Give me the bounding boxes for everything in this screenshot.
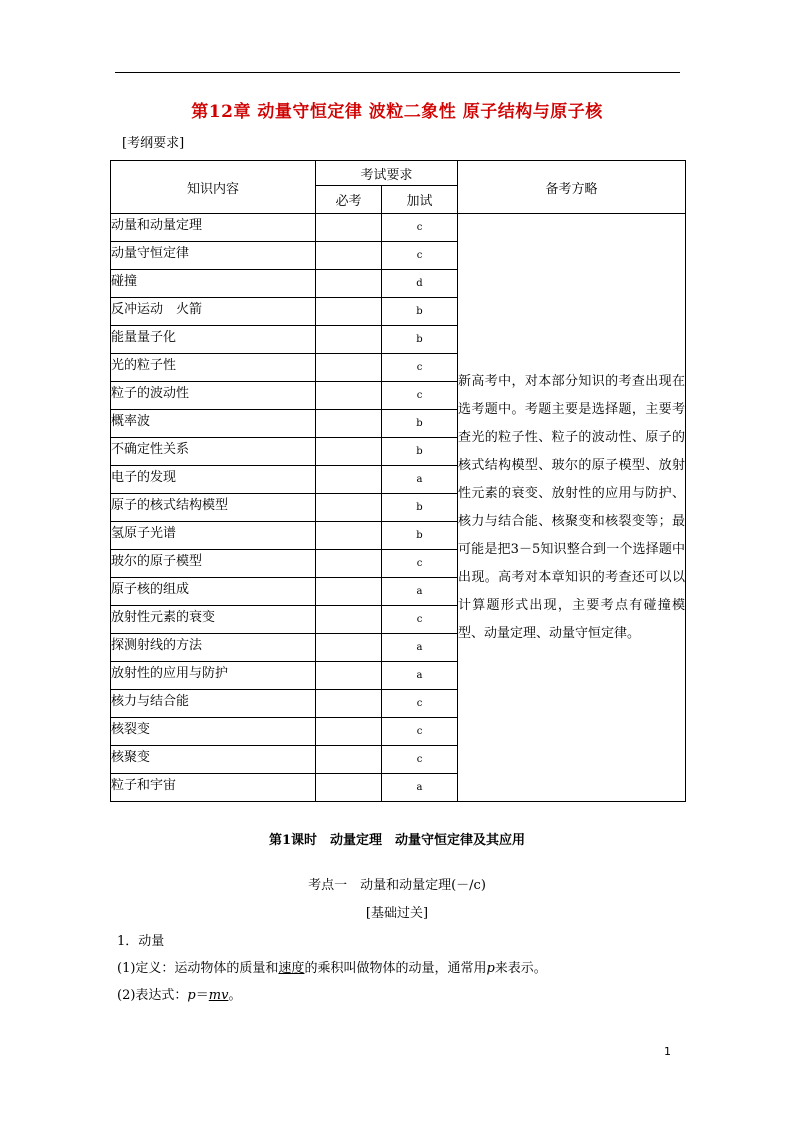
expression-prefix: (2)表达式：	[117, 988, 188, 1003]
extra-cell: c	[382, 354, 458, 382]
required-cell	[316, 438, 382, 466]
topic-cell: 核力与结合能	[111, 690, 316, 718]
extra-cell: b	[382, 494, 458, 522]
extra-cell: a	[382, 578, 458, 606]
topic-cell: 粒子和宇宙	[111, 774, 316, 802]
section-tag-syllabus: [考纲要求]	[122, 136, 185, 151]
required-cell	[316, 242, 382, 270]
required-cell	[316, 578, 382, 606]
extra-cell: c	[382, 242, 458, 270]
knowledge-point-title: 考点一 动量和动量定理(－/c)	[308, 878, 486, 893]
definition-suffix: 来表示。	[494, 961, 547, 976]
required-cell	[316, 634, 382, 662]
extra-cell: b	[382, 298, 458, 326]
topic-cell: 原子的核式结构模型	[111, 494, 316, 522]
required-cell	[316, 606, 382, 634]
strategy-cell: 新高考中，对本部分知识的考查出现在选考题中。考题主要是选择题，主要考查光的粒子性、粒子的波动性、原子的核式结构模型、玻尔的原子模型、放射性元素的衰变、放射性的应用与防护、核力与结合能、核聚变和核裂变等；最可能是把3－5知识整合到一个选择题中出现。高考对本章知识的考查还可以以计算题形式出现，主要考点有碰撞模型、动量定理、动量守恒定律。	[458, 214, 686, 802]
header-rule	[115, 72, 680, 73]
page-number: 1	[664, 1045, 671, 1058]
required-cell	[316, 690, 382, 718]
extra-cell: c	[382, 382, 458, 410]
topic-cell: 探测射线的方法	[111, 634, 316, 662]
topic-cell: 不确定性关系	[111, 438, 316, 466]
lesson-title: 第1课时 动量定理 动量守恒定律及其应用	[268, 833, 526, 848]
table-row	[111, 214, 686, 242]
extra-cell: a	[382, 774, 458, 802]
topic-cell: 核裂变	[111, 718, 316, 746]
extra-cell: b	[382, 326, 458, 354]
topic-cell: 核聚变	[111, 746, 316, 774]
symbol-p: p	[486, 961, 495, 976]
required-cell	[316, 466, 382, 494]
topic-cell: 粒子的波动性	[111, 382, 316, 410]
extra-cell: b	[382, 410, 458, 438]
extra-cell: a	[382, 662, 458, 690]
required-cell	[316, 382, 382, 410]
topic-cell: 氢原子光谱	[111, 522, 316, 550]
chapter-title: 第12章 动量守恒定律 波粒二象性 原子结构与原子核	[191, 102, 603, 122]
topic-cell: 放射性元素的衰变	[111, 606, 316, 634]
topic-cell: 碰撞	[111, 270, 316, 298]
required-cell	[316, 494, 382, 522]
extra-cell: b	[382, 522, 458, 550]
equals-sign: ＝	[195, 988, 209, 1003]
topic-cell: 放射性的应用与防护	[111, 662, 316, 690]
required-cell	[316, 746, 382, 774]
topic-cell: 原子核的组成	[111, 578, 316, 606]
extra-cell: a	[382, 466, 458, 494]
topic-cell: 反冲运动 火箭	[111, 298, 316, 326]
definition-line	[117, 957, 547, 976]
header-exam-requirement: 考试要求	[316, 161, 458, 186]
header-extra: 加试	[382, 186, 458, 214]
required-cell	[316, 550, 382, 578]
required-cell	[316, 662, 382, 690]
topic-cell: 玻尔的原子模型	[111, 550, 316, 578]
header-strategy: 备考方略	[458, 161, 686, 214]
underlined-term: 速度	[278, 961, 305, 976]
extra-cell: c	[382, 606, 458, 634]
definition-prefix: (1)定义：运动物体的质量和	[117, 961, 279, 976]
topic-cell: 电子的发现	[111, 466, 316, 494]
extra-cell: c	[382, 550, 458, 578]
required-cell	[316, 522, 382, 550]
syllabus-table	[110, 160, 686, 802]
header-required: 必考	[316, 186, 382, 214]
topic-cell: 动量守恒定律	[111, 242, 316, 270]
topic-cell: 能量量子化	[111, 326, 316, 354]
required-cell	[316, 354, 382, 382]
extra-cell: c	[382, 718, 458, 746]
required-cell	[316, 410, 382, 438]
topic-cell: 动量和动量定理	[111, 214, 316, 242]
definition-middle: 的乘积叫做物体的动量，通常用	[304, 961, 487, 976]
extra-cell: c	[382, 214, 458, 242]
required-cell	[316, 326, 382, 354]
expression-suffix: 。	[228, 988, 242, 1003]
extra-cell: c	[382, 690, 458, 718]
required-cell	[316, 718, 382, 746]
expression-line	[117, 984, 241, 1003]
extra-cell: b	[382, 438, 458, 466]
extra-cell: c	[382, 746, 458, 774]
item-heading-momentum: 1．动量	[117, 934, 165, 949]
extra-cell: a	[382, 634, 458, 662]
required-cell	[316, 774, 382, 802]
required-cell	[316, 270, 382, 298]
required-cell	[316, 298, 382, 326]
topic-cell: 光的粒子性	[111, 354, 316, 382]
header-topic: 知识内容	[111, 161, 316, 214]
formula-mv: mv	[208, 988, 229, 1003]
symbol-p: p	[187, 988, 196, 1003]
extra-cell: d	[382, 270, 458, 298]
topic-cell: 概率波	[111, 410, 316, 438]
section-tag-basics: [基础过关]	[365, 906, 429, 921]
required-cell	[316, 214, 382, 242]
